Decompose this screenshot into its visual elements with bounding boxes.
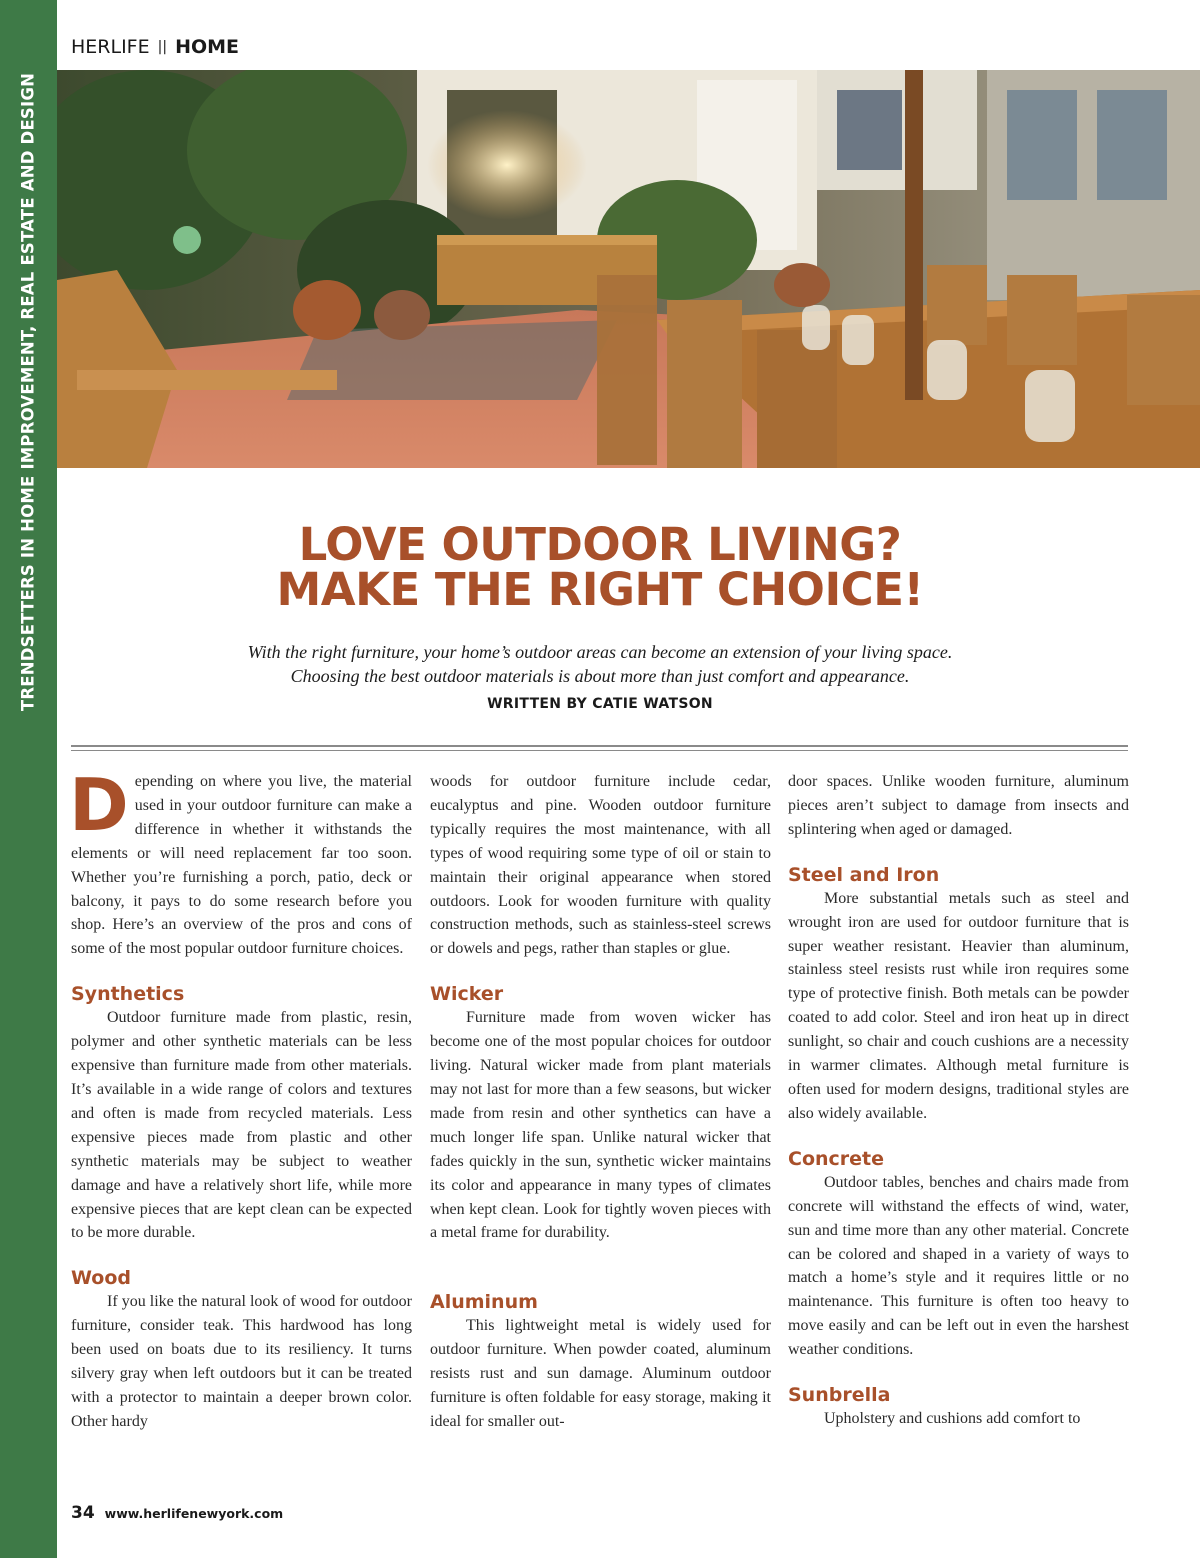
heading-wicker: Wicker bbox=[430, 983, 504, 1006]
title-line-1: LOVE OUTDOOR LIVING? bbox=[298, 518, 902, 571]
aluminum-paragraph: This lightweight metal is widely used for outdoor furniture. When powder coated, aluminum resists rust and sun damage. Aluminum outdoor furniture is often foldable for easy storage, making it ideal for smaller out- bbox=[430, 1317, 771, 1430]
sidebar-tagline: TRENDSETTERS IN HOME IMPROVEMENT, REAL ESTATE AND DESIGN bbox=[18, 72, 38, 712]
concrete-paragraph: Outdoor tables, benches and chairs made from concrete will withstand the effects of wind, water, sun and time more than any other material. Concrete can be colored and shaped in a variety of ways to match a home’s style and it requires little or no maintenance. This furniture is often too heavy to move easily and can be left out in even the harshest weather conditions. bbox=[788, 1173, 1129, 1359]
heading-concrete: Concrete bbox=[788, 1147, 885, 1170]
wood-paragraph: If you like the natural look of wood for outdoor furniture, consider teak. This hardwood has long been used on boats due to its resiliency. It turns silvery gray when left outdoors but it can be treated with a protector to maintain a deeper brown color. Other hardy bbox=[71, 1293, 412, 1430]
divider-rule-thin bbox=[71, 750, 1128, 751]
wicker-paragraph: Furniture made from woven wicker has become one of the most popular choices for outdoor living. Natural wicker made from plant materials may not last for more than a few seasons, but wicker made from resin and other synthetics can have a much longer life span. Unlike natural wicker that fades quickly in the sun, synthetic wicker maintains its color and appearance in many types of climates when kept clean. Look for tightly woven pieces with a metal frame for durability. bbox=[430, 1009, 771, 1242]
brand-name: HERLIFE bbox=[71, 36, 150, 58]
wood-paragraph-continued: woods for outdoor furniture include cedar, eucalyptus and pine. Wooden outdoor furniture typically requires the most maintenance, with all types of wood requiring some type of oil or stain to maintain their original appearance when stored outdoors. Look for wooden furniture with quality construction methods, such as stainless-steel screws or dowels and pegs, rather than staples or glue. bbox=[430, 773, 771, 958]
section-name: HOME bbox=[175, 36, 240, 58]
hero-photo bbox=[57, 70, 1200, 468]
page-number: 34 bbox=[71, 1503, 95, 1523]
subtitle-line-1: With the right furniture, your home’s outdoor areas can become an extension of your living space. bbox=[247, 642, 953, 662]
article-subtitle bbox=[57, 640, 1143, 688]
section-header bbox=[71, 36, 239, 58]
heading-steel-and-iron: Steel and Iron bbox=[788, 863, 940, 886]
heading-wood: Wood bbox=[71, 1267, 131, 1290]
article-column-2 bbox=[430, 770, 771, 1434]
article-title bbox=[57, 518, 1143, 616]
heading-aluminum: Aluminum bbox=[430, 1291, 538, 1314]
aluminum-paragraph-continued: door spaces. Unlike wooden furniture, aluminum pieces aren’t subject to damage from insects and splintering when aged or damaged. bbox=[788, 773, 1129, 838]
synthetics-paragraph: Outdoor furniture made from plastic, resin, polymer and other synthetic materials can be less expensive than furniture made from other materials. It’s available in a wide range of colors and textures and often is made from recycled materials. Less expensive pieces made from plastic and other synthetic materials may be subject to weather damage and have a relatively short life, while more expensive pieces that are kept clean can be expected to be more durable. bbox=[71, 1009, 412, 1242]
byline: WRITTEN BY CATIE WATSON bbox=[487, 696, 713, 712]
divider-rule bbox=[71, 745, 1128, 747]
heading-sunbrella: Sunbrella bbox=[788, 1384, 891, 1407]
article-column-1 bbox=[69, 763, 412, 1434]
heading-synthetics: Synthetics bbox=[71, 983, 185, 1006]
intro-paragraph bbox=[69, 763, 412, 961]
steel-paragraph: More substantial metals such as steel and wrought iron are used for outdoor furniture that is super weather resistant. Heavier than aluminum, stainless steel resists rust while iron requires some type of protective finish. Both metals can be powder coated to add color. Steel and iron heat up in direct sunlight, so chair and couch cushions are a necessity in warmer climates. Although metal furniture is often used for modern designs, traditional styles are also widely available. bbox=[788, 889, 1129, 1122]
sunbrella-paragraph: Upholstery and cushions add comfort to bbox=[824, 1410, 1081, 1428]
header-separator: || bbox=[157, 39, 168, 55]
intro-text: epending on where you live, the material used in your outdoor furniture can make a difference in whether it withstands the elements or will need replacement far too soon. Whether you’re furnishing a porch, patio, deck or balcony, it pays to do some research before you shop. Here’s an overview of the pros and cons of some of the most popular outdoor furniture choices. bbox=[71, 773, 412, 958]
footer-url: www.herlifenewyork.com bbox=[104, 1506, 284, 1521]
sidebar-band bbox=[0, 0, 57, 1558]
article-column-3 bbox=[788, 770, 1129, 1431]
drop-cap: D bbox=[69, 763, 129, 847]
page-footer bbox=[71, 1503, 283, 1523]
subtitle-line-2: Choosing the best outdoor materials is about more than just comfort and appearance. bbox=[290, 666, 910, 686]
title-line-2: MAKE THE RIGHT CHOICE! bbox=[276, 563, 924, 616]
